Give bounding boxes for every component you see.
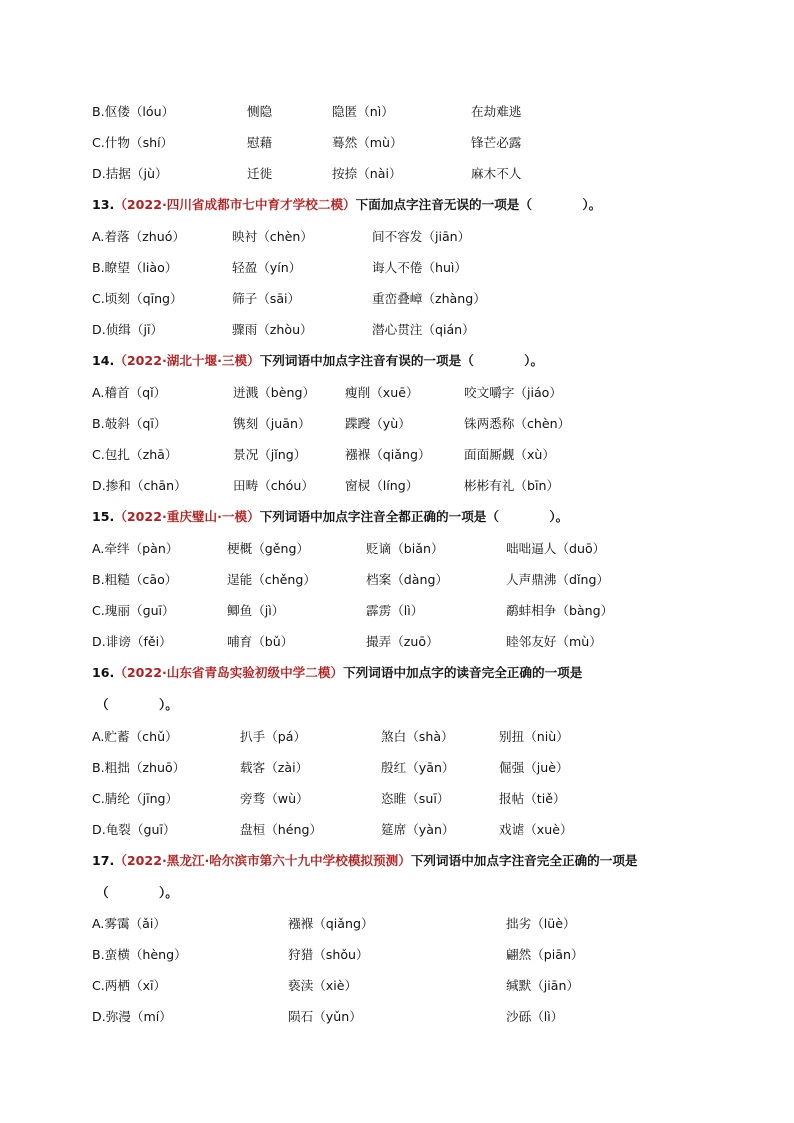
question-source: （2022·山东省青岛实验初级中学二模）: [114, 665, 344, 680]
option-cell: 人声鼎沸（dǐng）: [506, 572, 610, 587]
option-cell: C.什物（shí）: [92, 135, 174, 150]
option-cell: 霹雳（lì）: [366, 603, 424, 618]
question-16-blank: （ ）。: [96, 697, 178, 712]
option-cell: 煞白（shà）: [381, 729, 454, 744]
option-cell: A.牵绊（pàn）: [92, 541, 179, 556]
option-cell: 筛子（sāi）: [232, 291, 301, 306]
question-source: （2022·黑龙江·哈尔滨市第六十九中学校模拟预测）: [114, 853, 411, 868]
option-cell: 鹬蚌相争（bàng）: [506, 603, 614, 618]
option-cell: 睦邻友好（mù）: [506, 634, 602, 649]
option-cell: 麻木不人: [471, 166, 522, 181]
option-cell: D.掺和（chān）: [92, 478, 187, 493]
question-stem: 下列词语中加点字注音完全正确的一项是: [410, 853, 638, 868]
option-cell: 亵渎（xiè）: [288, 978, 358, 993]
question-13-heading: [92, 194, 601, 216]
question-source: （2022·重庆璧山·一模）: [114, 509, 260, 524]
option-cell: 报帖（tiě）: [499, 791, 566, 806]
option-cell: D.弥漫（mí）: [92, 1009, 172, 1024]
option-cell: 田畴（chóu）: [233, 478, 314, 493]
option-cell: 轻盈（yín）: [232, 260, 302, 275]
option-cell: 锋芒必露: [471, 135, 522, 150]
option-cell: B.粗糙（cāo）: [92, 572, 178, 587]
question-17-heading: [92, 850, 638, 872]
option-cell: 倔强（juè）: [499, 760, 569, 775]
option-cell: 慰藉: [247, 135, 273, 150]
option-cell: D.诽谤（fěi）: [92, 634, 172, 649]
option-cell: 咬文嚼字（jiáo）: [464, 385, 562, 400]
option-cell: 殷红（yān）: [381, 760, 455, 775]
option-cell: 窗棂（líng）: [345, 478, 419, 493]
option-cell: 扒手（pá）: [240, 729, 307, 744]
question-16-heading: [92, 662, 582, 684]
option-cell: 狩猎（shǒu）: [288, 947, 369, 962]
option-cell: B.蛮横（hèng）: [92, 947, 187, 962]
option-cell: 蹀躞（yù）: [345, 416, 411, 431]
option-cell: A.雾霭（ǎi）: [92, 916, 166, 931]
option-cell: 彬彬有礼（bīn）: [464, 478, 560, 493]
option-cell: 映衬（chèn）: [232, 229, 314, 244]
option-cell: 逞能（chěng）: [227, 572, 317, 587]
option-cell: B.攲斜（qī）: [92, 416, 167, 431]
option-cell: 哺育（bǔ）: [227, 634, 294, 649]
option-cell: C.腈纶（jīng）: [92, 791, 179, 806]
option-cell: B.瞭望（liào）: [92, 260, 178, 275]
question-number: 16.: [92, 665, 115, 680]
option-cell: D.龟裂（guī）: [92, 822, 176, 837]
question-stem: 下列词语中加点字的读音完全正确的一项是: [343, 665, 583, 680]
option-cell: 拙劣（lüè）: [506, 916, 576, 931]
option-cell: C.瑰丽（ɡuī）: [92, 603, 175, 618]
option-cell: 镌刻（juān）: [233, 416, 311, 431]
option-cell: 诲人不倦（huì）: [372, 260, 468, 275]
question-number: 13.: [92, 197, 115, 212]
question-stem: 下列词语中加点字注音全都正确的一项是（ ）。: [259, 509, 569, 524]
question-number: 15.: [92, 509, 115, 524]
option-cell: C.包扎（zhā）: [92, 447, 178, 462]
option-cell: 戏谑（xuè）: [499, 822, 573, 837]
option-cell: 沙砾（lì）: [506, 1009, 564, 1024]
option-cell: 撮弄（zuō）: [366, 634, 439, 649]
option-cell: 面面厮觑（xù）: [464, 447, 555, 462]
option-cell: 梗概（gěng）: [227, 541, 310, 556]
option-cell: C.顷刻（qīng）: [92, 291, 183, 306]
option-cell: 骤雨（zhòu）: [232, 322, 313, 337]
question-14-heading: [92, 350, 543, 372]
option-cell: 盘桓（héng）: [240, 822, 323, 837]
option-cell: 襁褓（qiǎng）: [345, 447, 431, 462]
option-cell: D.拮据（jù）: [92, 166, 168, 181]
option-cell: 筵席（yàn）: [381, 822, 455, 837]
option-cell: 迸溅（bèng）: [233, 385, 316, 400]
option-cell: 咄咄逼人（duō）: [506, 541, 606, 556]
option-cell: B.粗拙（zhuō）: [92, 760, 186, 775]
option-cell: 翩然（piān）: [506, 947, 584, 962]
question-source: （2022·四川省成都市七中育才学校二模）: [114, 197, 356, 212]
question-number: 14.: [92, 353, 115, 368]
option-cell: D.侦缉（jī）: [92, 322, 164, 337]
question-stem: 下列词语中加点字注音有误的一项是（ ）。: [259, 353, 544, 368]
option-cell: A.着落（zhuó）: [92, 229, 186, 244]
question-source: （2022·湖北十堰·三模）: [114, 353, 260, 368]
option-cell: 在劫难逃: [471, 104, 522, 119]
option-cell: 档案（dàng）: [366, 572, 449, 587]
question-number: 17.: [92, 853, 115, 868]
option-cell: A.贮蓄（chǔ）: [92, 729, 178, 744]
option-cell: 重峦叠嶂（zhàng）: [372, 291, 486, 306]
option-cell: B.伛偻（lóu）: [92, 104, 175, 119]
option-cell: 旁骛（wù）: [240, 791, 309, 806]
option-cell: 缄默（jiān）: [506, 978, 580, 993]
option-cell: 襁褓（qiǎng）: [288, 916, 374, 931]
option-cell: 载客（zài）: [240, 760, 309, 775]
option-cell: 陨石（yǔn）: [288, 1009, 362, 1024]
question-15-heading: [92, 506, 568, 528]
option-cell: 鲫鱼（jì）: [227, 603, 285, 618]
question-stem: 下面加点字注音无误的一项是（ ）。: [355, 197, 602, 212]
option-cell: 瘦削（xuē）: [345, 385, 419, 400]
option-cell: 隐匿（nì）: [332, 104, 394, 119]
option-cell: A.稽首（qǐ）: [92, 385, 167, 400]
option-cell: 迁徙: [247, 166, 273, 181]
option-cell: 铢两悉称（chèn）: [464, 416, 571, 431]
option-cell: 恻隐: [247, 104, 273, 119]
question-17-blank: （ ）。: [96, 885, 178, 900]
option-cell: 间不容发（jiān）: [372, 229, 471, 244]
option-cell: 贬谪（biǎn）: [366, 541, 444, 556]
option-cell: 按捺（nài）: [332, 166, 402, 181]
option-cell: 恣睢（suī）: [381, 791, 450, 806]
option-cell: 潜心贯注（qián）: [372, 322, 475, 337]
option-cell: C.两栖（xī）: [92, 978, 167, 993]
option-cell: 景况（jǐng）: [233, 447, 307, 462]
option-cell: 别扭（niù）: [499, 729, 569, 744]
option-cell: 蓦然（mù）: [332, 135, 403, 150]
